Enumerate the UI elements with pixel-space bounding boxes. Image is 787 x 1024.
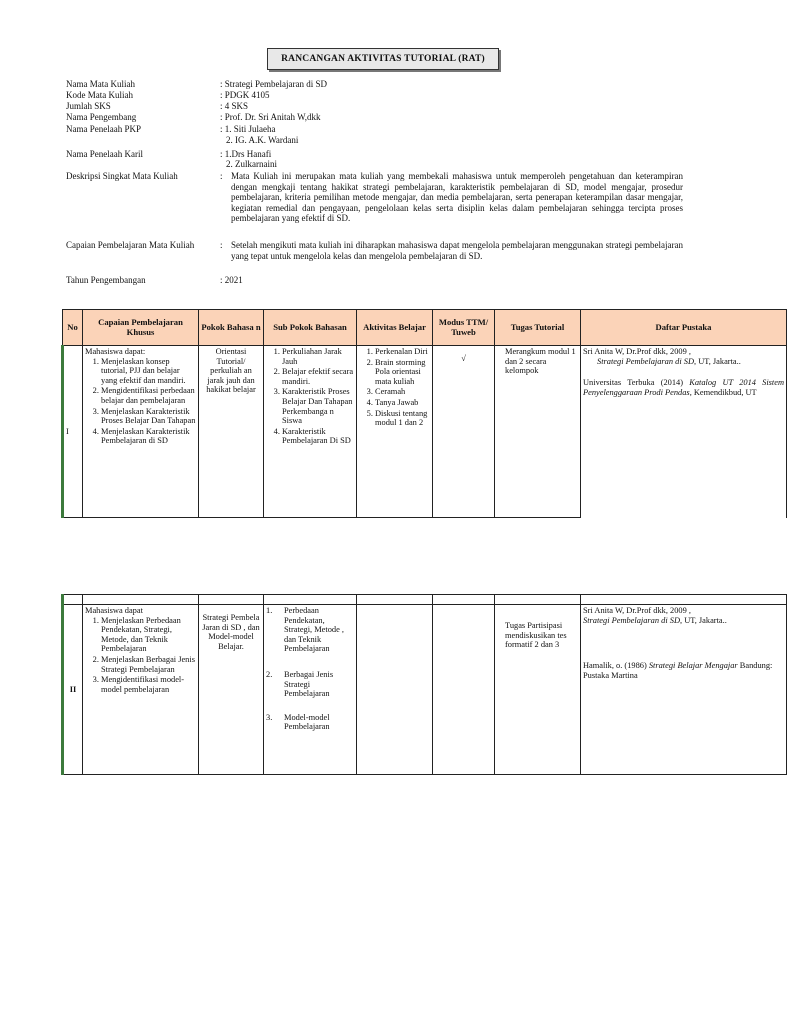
list-item: 2. Mengidentifikasi perbedaan belajar dan pembelajaran bbox=[101, 386, 196, 405]
list-item: 2. Belajar efektif secara mandiri. bbox=[282, 367, 354, 386]
info-label: Deskripsi Singkat Mata Kuliah bbox=[66, 171, 178, 181]
pustaka-publisher: , UT, Jakarta.. bbox=[680, 615, 727, 625]
list-item: 4. Tanya Jawab bbox=[375, 398, 430, 408]
list-item: Berbagai Jenis Strategi Pembelajaran bbox=[284, 669, 334, 699]
list-item: 2. Menjelaskan Berbagai Jenis Strategi Pembelajaran bbox=[101, 655, 196, 674]
pustaka-author: Universitas Terbuka (2014) bbox=[583, 378, 684, 388]
tutorial-table-2 bbox=[61, 594, 787, 775]
header-tugas: Tugas Tutorial bbox=[495, 310, 581, 346]
header-no: No bbox=[63, 310, 83, 346]
info-value: : PDGK 4105 bbox=[220, 90, 270, 100]
pustaka-title: Strategi Pembelajaran di SD bbox=[583, 615, 680, 625]
header-pustaka: Daftar Pustaka bbox=[581, 310, 787, 346]
info-value: 2. Zulkarnaini bbox=[226, 159, 277, 169]
info-colon: : bbox=[220, 171, 223, 181]
info-label: Capaian Pembelajaran Mata Kuliah bbox=[66, 240, 195, 250]
table-row bbox=[63, 346, 787, 518]
list-item: 3. Karakteristik Proses Belajar Dan Tahapan Perkembanga n Siswa bbox=[282, 387, 354, 425]
header-pokok: Pokok Bahasa n bbox=[199, 310, 264, 346]
pustaka-author: Hamalik, o. (1986) bbox=[583, 661, 647, 671]
list-item: 1. Menjelaskan konsep tutorial, PJJ dan belajar yang efektif dan mandiri. bbox=[101, 357, 196, 386]
pustaka-publisher: , Kemendikbud, UT bbox=[689, 387, 757, 397]
info-label: Nama Pengembang bbox=[66, 112, 137, 122]
capaian-intro: Mahasiswa dapat bbox=[85, 606, 143, 615]
list-item: 3. Ceramah bbox=[375, 387, 430, 397]
list-item: Perbedaan Pendekatan, Strategi, Metode , dan Teknik Pembelajaran bbox=[284, 606, 345, 654]
pustaka-title: Strategi Pembelajaran di SD bbox=[597, 356, 694, 366]
table-row bbox=[63, 605, 787, 775]
list-item: 3. Mengidentifikasi model-model pembelajaran bbox=[101, 675, 196, 694]
info-value: : 4 SKS bbox=[220, 101, 249, 111]
aktivitas-cell bbox=[357, 346, 433, 518]
list-item: 5. Diskusi tentang modul 1 dan 2 bbox=[375, 409, 430, 428]
list-number: 3. bbox=[266, 712, 273, 722]
capaian-intro: Mahasiswa dapat: bbox=[85, 347, 146, 356]
pokok-cell: Orientasi Tutorial/ perkuliah an jarak jauh dan hakikat belajar bbox=[199, 346, 264, 518]
row-number: II bbox=[63, 605, 83, 775]
course-description: Mata Kuliah ini merupakan mata kuliah yang membekali mahasiswa untuk memperoleh pengetahuan dan keterampiran dengan mengkaji tentang hakikat strategi pembelajaran, karakteristik pembelajaran di SD, model mengajar, prosedur pembelajaran, kriteria pemilihan metode mengajar, dan media pembelajaran, serta penerapan keterampilan dasar mengajar, kegiatan remedial dan pengayaan, pengelolaan kelas serta disiplin kelas dalam pembelajaran sehingga tercipta proses pembelajaran yang efektif di SD. bbox=[231, 171, 683, 223]
info-value: : Prof. Dr. Sri Anitah W,dkk bbox=[220, 112, 321, 122]
list-item: 2. Brain storming Pola orientasi mata kuliah bbox=[375, 358, 430, 387]
header-modus: Modus TTM/ Tuweb bbox=[433, 310, 495, 346]
info-label: Nama Penelaah PKP bbox=[66, 124, 141, 134]
list-item: 4. Menjelaskan Karakteristik Pembelajaran di SD bbox=[101, 427, 196, 446]
info-value: : 2021 bbox=[220, 275, 243, 285]
course-outcome: Setelah mengikuti mata kuliah ini diharapkan mahasiswa dapat mengelola pembelajaran menggunakan strategi pembelajaran yang tepat untuk mengelola kelas dan mengelola pembelajaran di SD. bbox=[231, 240, 683, 261]
header-aktivitas: Aktivitas Belajar bbox=[357, 310, 433, 346]
info-label: Nama Penelaah Karil bbox=[66, 149, 143, 159]
list-item: 4. Karakteristik Pembelajaran Di SD bbox=[282, 427, 354, 446]
document-title: RANCANGAN AKTIVITAS TUTORIAL (RAT) bbox=[267, 48, 499, 70]
pustaka-cell bbox=[581, 346, 787, 518]
info-value: 2. IG. A.K. Wardani bbox=[226, 135, 299, 145]
tugas-cell: Merangkum modul 1 dan 2 secara kelompok bbox=[495, 346, 581, 518]
tugas-cell: Tugas Partisipasi mendiskusikan tes formatif 2 dan 3 bbox=[495, 605, 581, 775]
pustaka-author: Sri Anita W, Dr.Prof dkk, 2009 , bbox=[583, 606, 691, 615]
header-sub-pokok: Sub Pokok Bahasan bbox=[264, 310, 357, 346]
sub-pokok-cell bbox=[264, 605, 357, 775]
list-item: 1. Menjelaskan Perbedaan Pendekatan, Strategi, Metode, dan Teknik Pembelajaran bbox=[101, 616, 196, 654]
pustaka-publisher: , UT, Jakarta.. bbox=[694, 356, 741, 366]
capaian-cell bbox=[83, 605, 199, 775]
pokok-cell: Strategi Pembela Jaran di SD , dan Model-model Belajar. bbox=[199, 605, 264, 775]
sub-pokok-cell bbox=[264, 346, 357, 518]
info-label: Nama Mata Kuliah bbox=[66, 79, 135, 89]
modus-cell: √ bbox=[433, 346, 495, 518]
tutorial-table-1 bbox=[61, 309, 787, 518]
info-value: : Strategi Pembelajaran di SD bbox=[220, 79, 327, 89]
list-item: 1. Perkenalan Diri bbox=[375, 347, 430, 357]
capaian-cell bbox=[83, 346, 199, 518]
pustaka-author: Sri Anita W, Dr.Prof dkk, 2009 , bbox=[583, 347, 691, 356]
pustaka-cell bbox=[581, 605, 787, 775]
list-item: 1. Perkuliahan Jarak Jauh bbox=[282, 347, 354, 366]
info-label: Tahun Pengembangan bbox=[66, 275, 146, 285]
info-label: Jumlah SKS bbox=[66, 101, 111, 111]
info-value: : 1.Drs Hanafi bbox=[220, 149, 272, 159]
row-number: I bbox=[63, 346, 83, 518]
list-number: 1. bbox=[266, 606, 273, 615]
pustaka-title: Katalog UT 2014 Sistem Penyelenggaraan Prodi Pendas bbox=[583, 378, 785, 397]
pustaka-publisher: Bandung: Pustaka Martina bbox=[583, 661, 773, 680]
aktivitas-cell bbox=[357, 605, 433, 775]
table-row-spacer bbox=[63, 595, 787, 605]
modus-cell bbox=[433, 605, 495, 775]
list-number: 2. bbox=[266, 669, 273, 679]
pustaka-title: Strategi Belajar Mengajar bbox=[648, 661, 738, 671]
info-value: : 1. Siti Julaeha bbox=[220, 124, 276, 134]
info-label: Kode Mata Kuliah bbox=[66, 90, 133, 100]
info-colon: : bbox=[220, 240, 223, 250]
list-item: 3. Menjelaskan Karakteristik Proses Belajar Dan Tahapan bbox=[101, 407, 196, 426]
list-item: Model-model Pembelajaran bbox=[284, 712, 330, 732]
header-capaian: Capaian Pembelajaran Khusus bbox=[83, 310, 199, 346]
